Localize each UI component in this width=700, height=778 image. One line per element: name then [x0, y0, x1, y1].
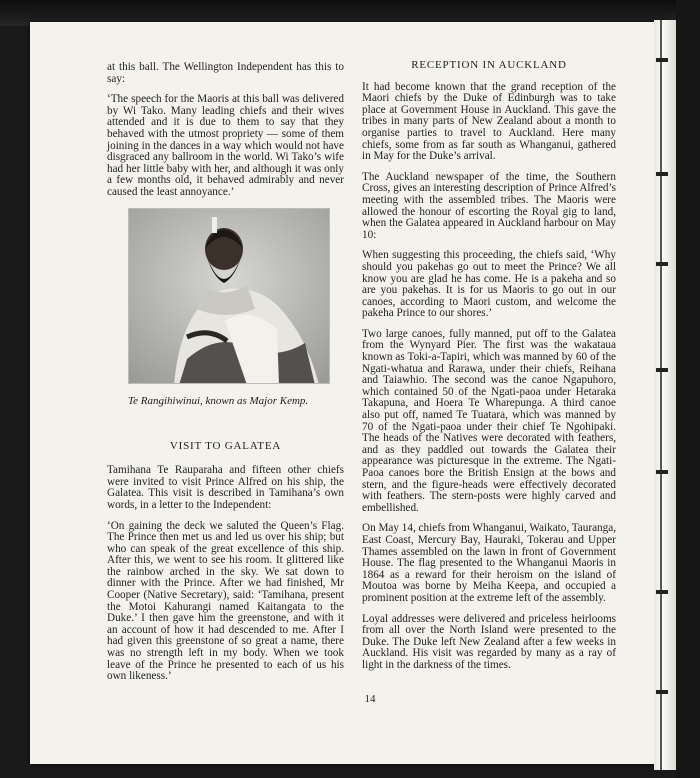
page-edge-line — [660, 20, 662, 770]
edge-mark — [656, 58, 668, 62]
edge-mark — [656, 368, 668, 372]
section-heading: VISIT TO GALATEA — [169, 439, 282, 452]
portrait-figure — [107, 208, 344, 441]
portrait-photo — [128, 208, 330, 384]
paragraph: Two large canoes, fully manned, put off to the Galatea from the Wynyard Pier. The first was the wakataua known as Toki-a-Tapiri, which was manned by 60 of the Ngati-whatua and Rarawa, under their chiefs, Reihana and Taiawhio. The second was the canoe Ngapuhoro, which contained 50 of the Ngati-paoa under Hetaraka Takapuna, and Hoera Te Wharepunga. A third canoe also put off, named Te Tuatara, which was manned by 70 of the Ngati-paoa under their chief Te Ngohipaki. The heads of the Natives were decorated with feathers, and as they paddled out towards the Galatea their appearance was picturesque in the extreme. The Ngati-Paoa canoes bore the British Ensign at the bows and stern, and the figure-heads were effectively decorated with feathers. The stern-posts were highly carved and embellished. — [362, 327, 616, 514]
edge-mark — [656, 262, 668, 266]
portrait-image — [129, 209, 330, 384]
edge-mark — [656, 690, 668, 694]
paragraph: The Auckland newspaper of the time, the Southern Cross, gives an interesting description of Prince Alfred’s meeting with the assembled tribes. The Maoris were allowed the honour of escorting the Royal gig to land, when the Galatea appeared in Auckland harbour on May 10: — [362, 170, 616, 241]
paragraph: It had become known that the grand reception of the Maori chiefs by the Duke of Edinburgh was to take place at Government House in Auckland. This gave the tribes in many parts of New Zealand about a month to organise parties to travel to Auckland. Here many chiefs, some from as far south as Whanganui, gathered in May for the Duke’s arrival. — [362, 80, 616, 163]
paragraph: When suggesting this proceeding, the chiefs said, ‘Why should you pakehas go out to meet the Prince? We all know you are glad he has come. He is a pakeha and so are you pakehas. It is for us Maoris to go out in our canoes, according to Maori custom, and welcome the pakeha Prince to our shores.’ — [362, 249, 616, 320]
quote-paragraph: ‘On gaining the deck we saluted the Queen’s Flag. The Prince then met us and led us over his ship; but who can speak of the great excellence of this ship. After this, we went to see his room. It glittered like the rainbow arched in the sky. We sat down to dinner with the Prince. After we had finished, Mr Cooper (Native Secretary), said: ‘Tamihana, present the Motoi Kahurangi named Kaitangata to the Duke.’ I then gave him the greenstone, and with it an account of how it had descended to me. After I had given this greenstone of so great a name, there was no strength left in my body. When we took leave of the Prince he presented to each of us his own likeness.’ — [107, 519, 344, 683]
quote-paragraph: ‘The speech for the Maoris at this ball was delivered by Wi Tako. Many leading chiefs and their wives attended and it is due to them to say that they behaved with the utmost propriety — some of them joining in the dances in a way which would not have disgraced any ballroom in the world. Wi Tako’s wife had her little baby with her, and although it was only a few months old, it behaved admirably and never caused the least annoyance.’ — [107, 93, 344, 198]
page-edge — [654, 20, 676, 770]
photo-caption: Te Rangihiwinui, known as Major Kemp. — [128, 394, 309, 407]
paragraph: at this ball. The Wellington Independent has this to say: — [107, 61, 344, 85]
scan-background-right — [676, 0, 700, 778]
edge-mark — [656, 470, 668, 474]
section-heading: RECEPTION IN AUCKLAND — [411, 59, 567, 71]
page-number: 14 — [364, 693, 376, 705]
paragraph: Tamihana Te Rauparaha and fifteen other chiefs were invited to visit Prince Alfred on his ship, the Galatea. This visit is described in Tamihana’s own words, in a letter to the Independent: — [107, 464, 344, 511]
paragraph: On May 14, chiefs from Whanganui, Waikato, Tauranga, East Coast, Mercury Bay, Hauraki, Tokerau and Upper Thames assembled on the lawn in front of Government House. The flag presented to the Whanganui Maoris in 1864 as a reward for their heroism on the island of Moutoa was borne by Meiha Keepa, and occupied a prominent position at the extreme left of the assembly. — [362, 522, 617, 604]
edge-mark — [656, 172, 668, 176]
left-column — [107, 62, 344, 692]
edge-mark — [656, 590, 668, 594]
right-column — [362, 60, 616, 681]
paragraph: Loyal addresses were delivered and priceless heirlooms from all over the North Island were presented to the Duke. The Duke left New Zealand after a few weeks in Auckland. His visit was regarded by many as a ray of light in the darkness of the times. — [362, 612, 616, 671]
